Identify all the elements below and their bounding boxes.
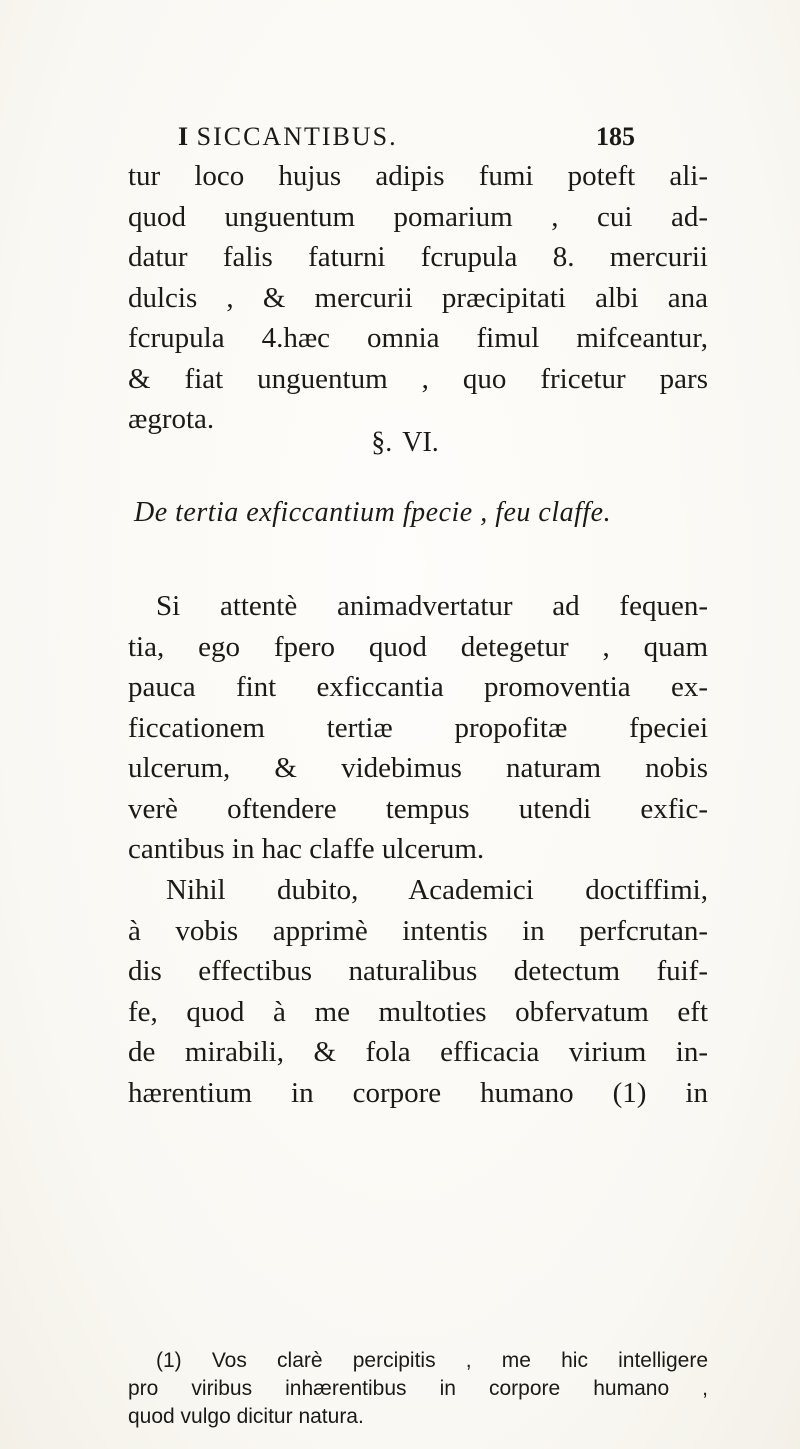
- footnote-line: (1) Vos clarè percipitis , me hic intelligere: [156, 1349, 708, 1372]
- section-title: De tertia exficcantium fpecie , feu claffe.: [134, 497, 612, 528]
- text-line: pauca fint exficcantia promoventia ex-: [128, 671, 708, 703]
- text-line: de mirabili, & fola efficacia virium in-: [128, 1036, 708, 1068]
- text-line: quod unguentum pomarium , cui ad-: [128, 200, 708, 233]
- text-line: dis effectibus naturalibus detectum fuif-: [128, 955, 708, 987]
- footnote: [128, 1347, 708, 1431]
- text-line: tur loco hujus adipis fumi poteft ali-: [128, 160, 708, 192]
- text-line: fe, quod à me multoties obfervatum eft: [128, 995, 708, 1028]
- text-line: Nihil dubito, Academici doctiffimi,: [166, 874, 708, 906]
- text-line: datur falis faturni fcrupula 8. mercurii: [128, 241, 708, 273]
- paragraph-3: [128, 870, 708, 1113]
- running-head-mark: I: [178, 122, 189, 151]
- page-number: 185: [596, 122, 635, 151]
- text-line: dulcis , & mercurii præcipitati albi ana: [128, 281, 708, 314]
- text-line: cantibus in hac claffe ulcerum.: [128, 833, 485, 865]
- text-line: & fiat unguentum , quo fricetur pars: [128, 362, 708, 395]
- paragraph-1: [128, 156, 708, 440]
- footnote-line: quod vulgo dicitur natura.: [128, 1405, 364, 1428]
- text-line: à vobis apprimè intentis in perfcrutan-: [128, 914, 708, 947]
- text-line: hærentium in corpore humano (1) in: [128, 1076, 708, 1109]
- section-number: VI.: [402, 427, 439, 458]
- text-line: ægrota.: [128, 403, 215, 435]
- section-symbol: §.: [371, 427, 393, 458]
- footnote-line: pro viribus inhærentibus in corpore humano ,: [128, 1377, 708, 1400]
- paragraph-2: [128, 586, 708, 870]
- running-head: [178, 122, 698, 152]
- text-line: fcrupula 4.hæc omnia fimul mifceantur,: [128, 322, 708, 354]
- section-heading: [0, 427, 800, 459]
- text-line: Si attentè animadvertatur ad fequen-: [156, 590, 708, 622]
- text-line: ficcationem tertiæ propofitæ fpeciei: [128, 711, 708, 744]
- text-line: verè oftendere tempus utendi exfic-: [128, 792, 708, 825]
- text-line: tia, ego fpero quod detegetur , quam: [128, 630, 708, 663]
- text-line: ulcerum, & videbimus naturam nobis: [128, 752, 708, 784]
- running-head-title: SICCANTIBUS.: [196, 122, 398, 151]
